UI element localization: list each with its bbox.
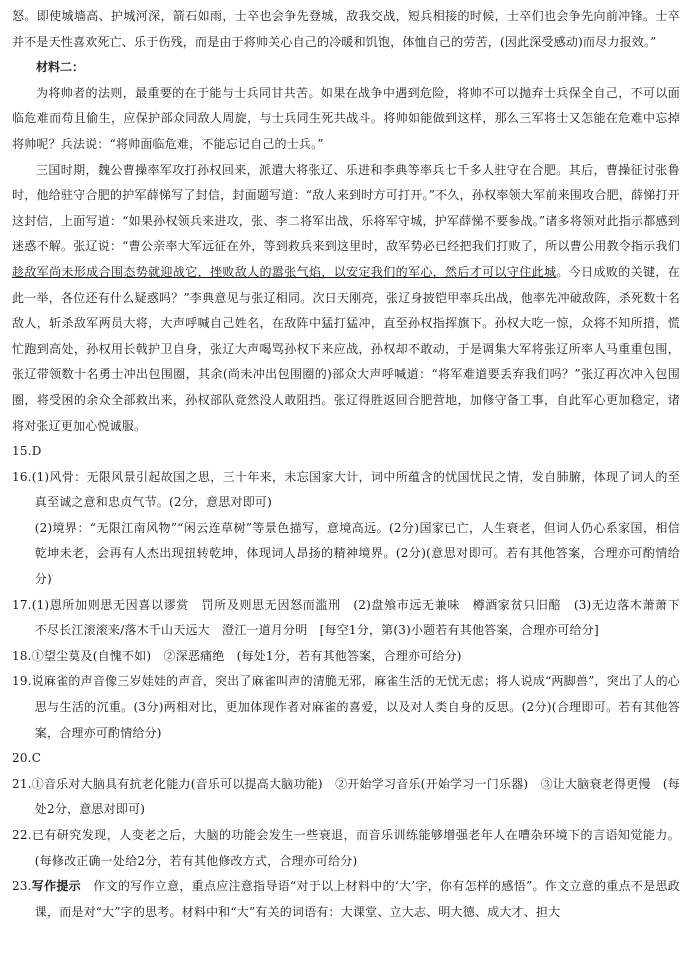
answer-18	[12, 644, 680, 670]
question-number: 23.	[12, 879, 32, 894]
answer-text: 已有研究发现，人变老之后，大脑的功能会发生一些衰退，而音乐训练能够增强老年人在嘈杂环境下的言语知觉能力。(每修改正确一处给2分，若有其他修改方式，合理亦可给分)	[31, 828, 680, 868]
answer-23	[12, 874, 680, 925]
answer-text: 说麻雀的声音像三岁娃娃的声音，突出了麻雀叫声的清脆无邪，麻雀生活的无忧无虑；将人说成“两脚兽”，突出了人的心思与生活的沉重。(3分)两相对比，更加体现作者对麻雀的喜爱，以及对人类自身的反思。(2分)(合理即可。若有其他答案，合理亦可酌情给分)	[31, 674, 680, 740]
answer-text: C	[31, 751, 42, 766]
material2-paragraph-2	[12, 158, 680, 440]
answer-text: ①音乐对大脑具有抗老化能力(音乐可以提高大脑功能) ②开始学习音乐(开始学习一门乐器) ③让大脑衰老得更慢 (每处2分，意思对即可)	[31, 776, 680, 817]
answer-text: 作文的写作立意，重点应注意指导语“对于以上材料中的‘大’字，你有怎样的感悟”。作文立意的重点不是思政课，而是对“大”字的思考。材料中和“大”有关的词语有：大课堂、立大志、明大德、成大才、担大	[34, 879, 680, 919]
underlined-sentence: 趁敌军尚未形成合围态势就迎战它，挫败敌人的嚣张气焰，以安定我们的军心，然后才可以守住此城	[12, 264, 557, 279]
answer-22	[12, 823, 680, 874]
question-number: 19.	[12, 674, 32, 689]
question-number: 20.	[12, 751, 32, 766]
question-number: 22.	[12, 828, 32, 842]
answer-21	[12, 772, 680, 823]
answer-text: (1)恩所加则思无因喜以谬赏 罚所及则思无因怒而滥刑 (2)盘飧市远无兼味 樽酒家贫只旧醅 (3)无边落木萧萧下 不尽长江滚滚来/落木千山天远大 澄江一道月分明 [每空1分，第(3)小题若有其他答案，合理亦可给分]	[31, 597, 692, 638]
writing-tip-label: 写作提示	[31, 879, 81, 894]
question-number: 16.	[12, 469, 32, 484]
answer-19	[12, 669, 680, 746]
material2-paragraph-2-part-b: 。今日成败的关键，在此一举，各位还有什么疑惑吗？”李典意见与张辽相同。次日天刚亮，张辽身披铠甲率兵出战，他率先冲破敌阵，杀死数十名敌人，斩杀敌军两员大将，大声呼喊自己姓名，在敌阵中猛打猛冲，直至孙权指挥旗下。孙权大吃一惊，众将不知所措，慌忙跑到高处，孙权用长戟护卫自身，张辽大声喝骂孙权下来应战，孙权却不敢动，于是调集大军将张辽所率人马重重包围，张辽带领数十名勇士冲出包围圈，其余(尚未冲出包围圈的)部众大声呼喊道：“将军难道要丢弃我们吗？”张辽再次冲入包围圈，将受困的余众全部救出来，孙权部队竟然没人敢阻挡。张辽得胜返回合肥营地，加修守备工事，自此军心更加稳定，诸将对张辽更加心悦诚服。	[12, 264, 680, 433]
answer-17	[12, 593, 692, 644]
answer-16-part-1	[12, 465, 680, 516]
material2-paragraph-2-part-a: 三国时期，魏公曹操率军攻打孙权回来，派遣大将张辽、乐进和李典等率兵七千多人驻守在合肥。其后，曹操征讨张鲁时，他给驻守合肥的护军薛悌写了封信，封面题写道：“敌人来到时方可打开。”不久，孙权率领大军前来围攻合肥，薛悌打开这封信，上面写道：“如果孙权领兵来进攻，张、李二将军出战，乐将军守城，护军薛悌不要参战。”诸多将领对此指示都感到迷惑不解。张辽说：“曹公亲率大军远征在外，等到救兵来到这里时，敌军势必已经把我们打败了，所以曹公用教令指示我们	[12, 162, 680, 254]
answer-15	[12, 439, 680, 465]
question-number: 18.	[12, 648, 32, 663]
question-number: 21.	[12, 776, 32, 791]
question-number: 15.	[12, 444, 32, 459]
material1-tail: 怒。即使城墙高、护城河深，箭石如雨，士卒也会争先登城，敌我交战，短兵相接的时候，士卒们也会争先向前冲锋。士卒并不是天性喜欢死亡、乐于伤残，而是由于将帅关心自己的冷暖和饥饱，体恤自己的劳苦，(因此深受感动)而尽力报效。”	[12, 9, 680, 49]
answer-20	[12, 746, 680, 772]
answer-16-part-2: (2)境界：“无限江南风物”“闲云连草树”等景色描写，意境高远。(2分)国家已亡，人生衰老，但词人仍心系家国，相信乾坤未老，会再有人杰出现扭转乾坤，体现词人昂扬的精神境界。(2分)(意思对即可。若有其他答案，合理亦可酌情给分)	[34, 520, 680, 587]
answer-text: D	[31, 444, 42, 459]
question-number: 17.	[12, 597, 32, 612]
answer-text: (1)风骨：无限风景引起故国之思，三十年来，未忘国家大计，词中所蕴含的忧国忧民之情，发自肺腑，体现了词人的至真至诚之意和忠贞气节。(2分，意思对即可)	[31, 469, 680, 510]
material2-paragraph-1: 为将帅者的法则，最重要的在于能与士兵同甘共苦。如果在战争中遇到危险，将帅不可以抛弃士兵保全自己，不可以面临危难而苟且偷生，应保护部众同敌人周旋，与士兵同生死共战斗。将帅如能做到这样，那么三军将士又怎能在危难中忘掉将帅呢？兵法说：“将帅面临危难，不能忘记自己的士兵。”	[12, 85, 680, 151]
answer-text: ①望尘莫及(自愧不如) ②深恶痛绝 (每处1分，若有其他答案，合理亦可给分)	[31, 648, 462, 663]
material2-heading: 材料二：	[36, 60, 85, 75]
